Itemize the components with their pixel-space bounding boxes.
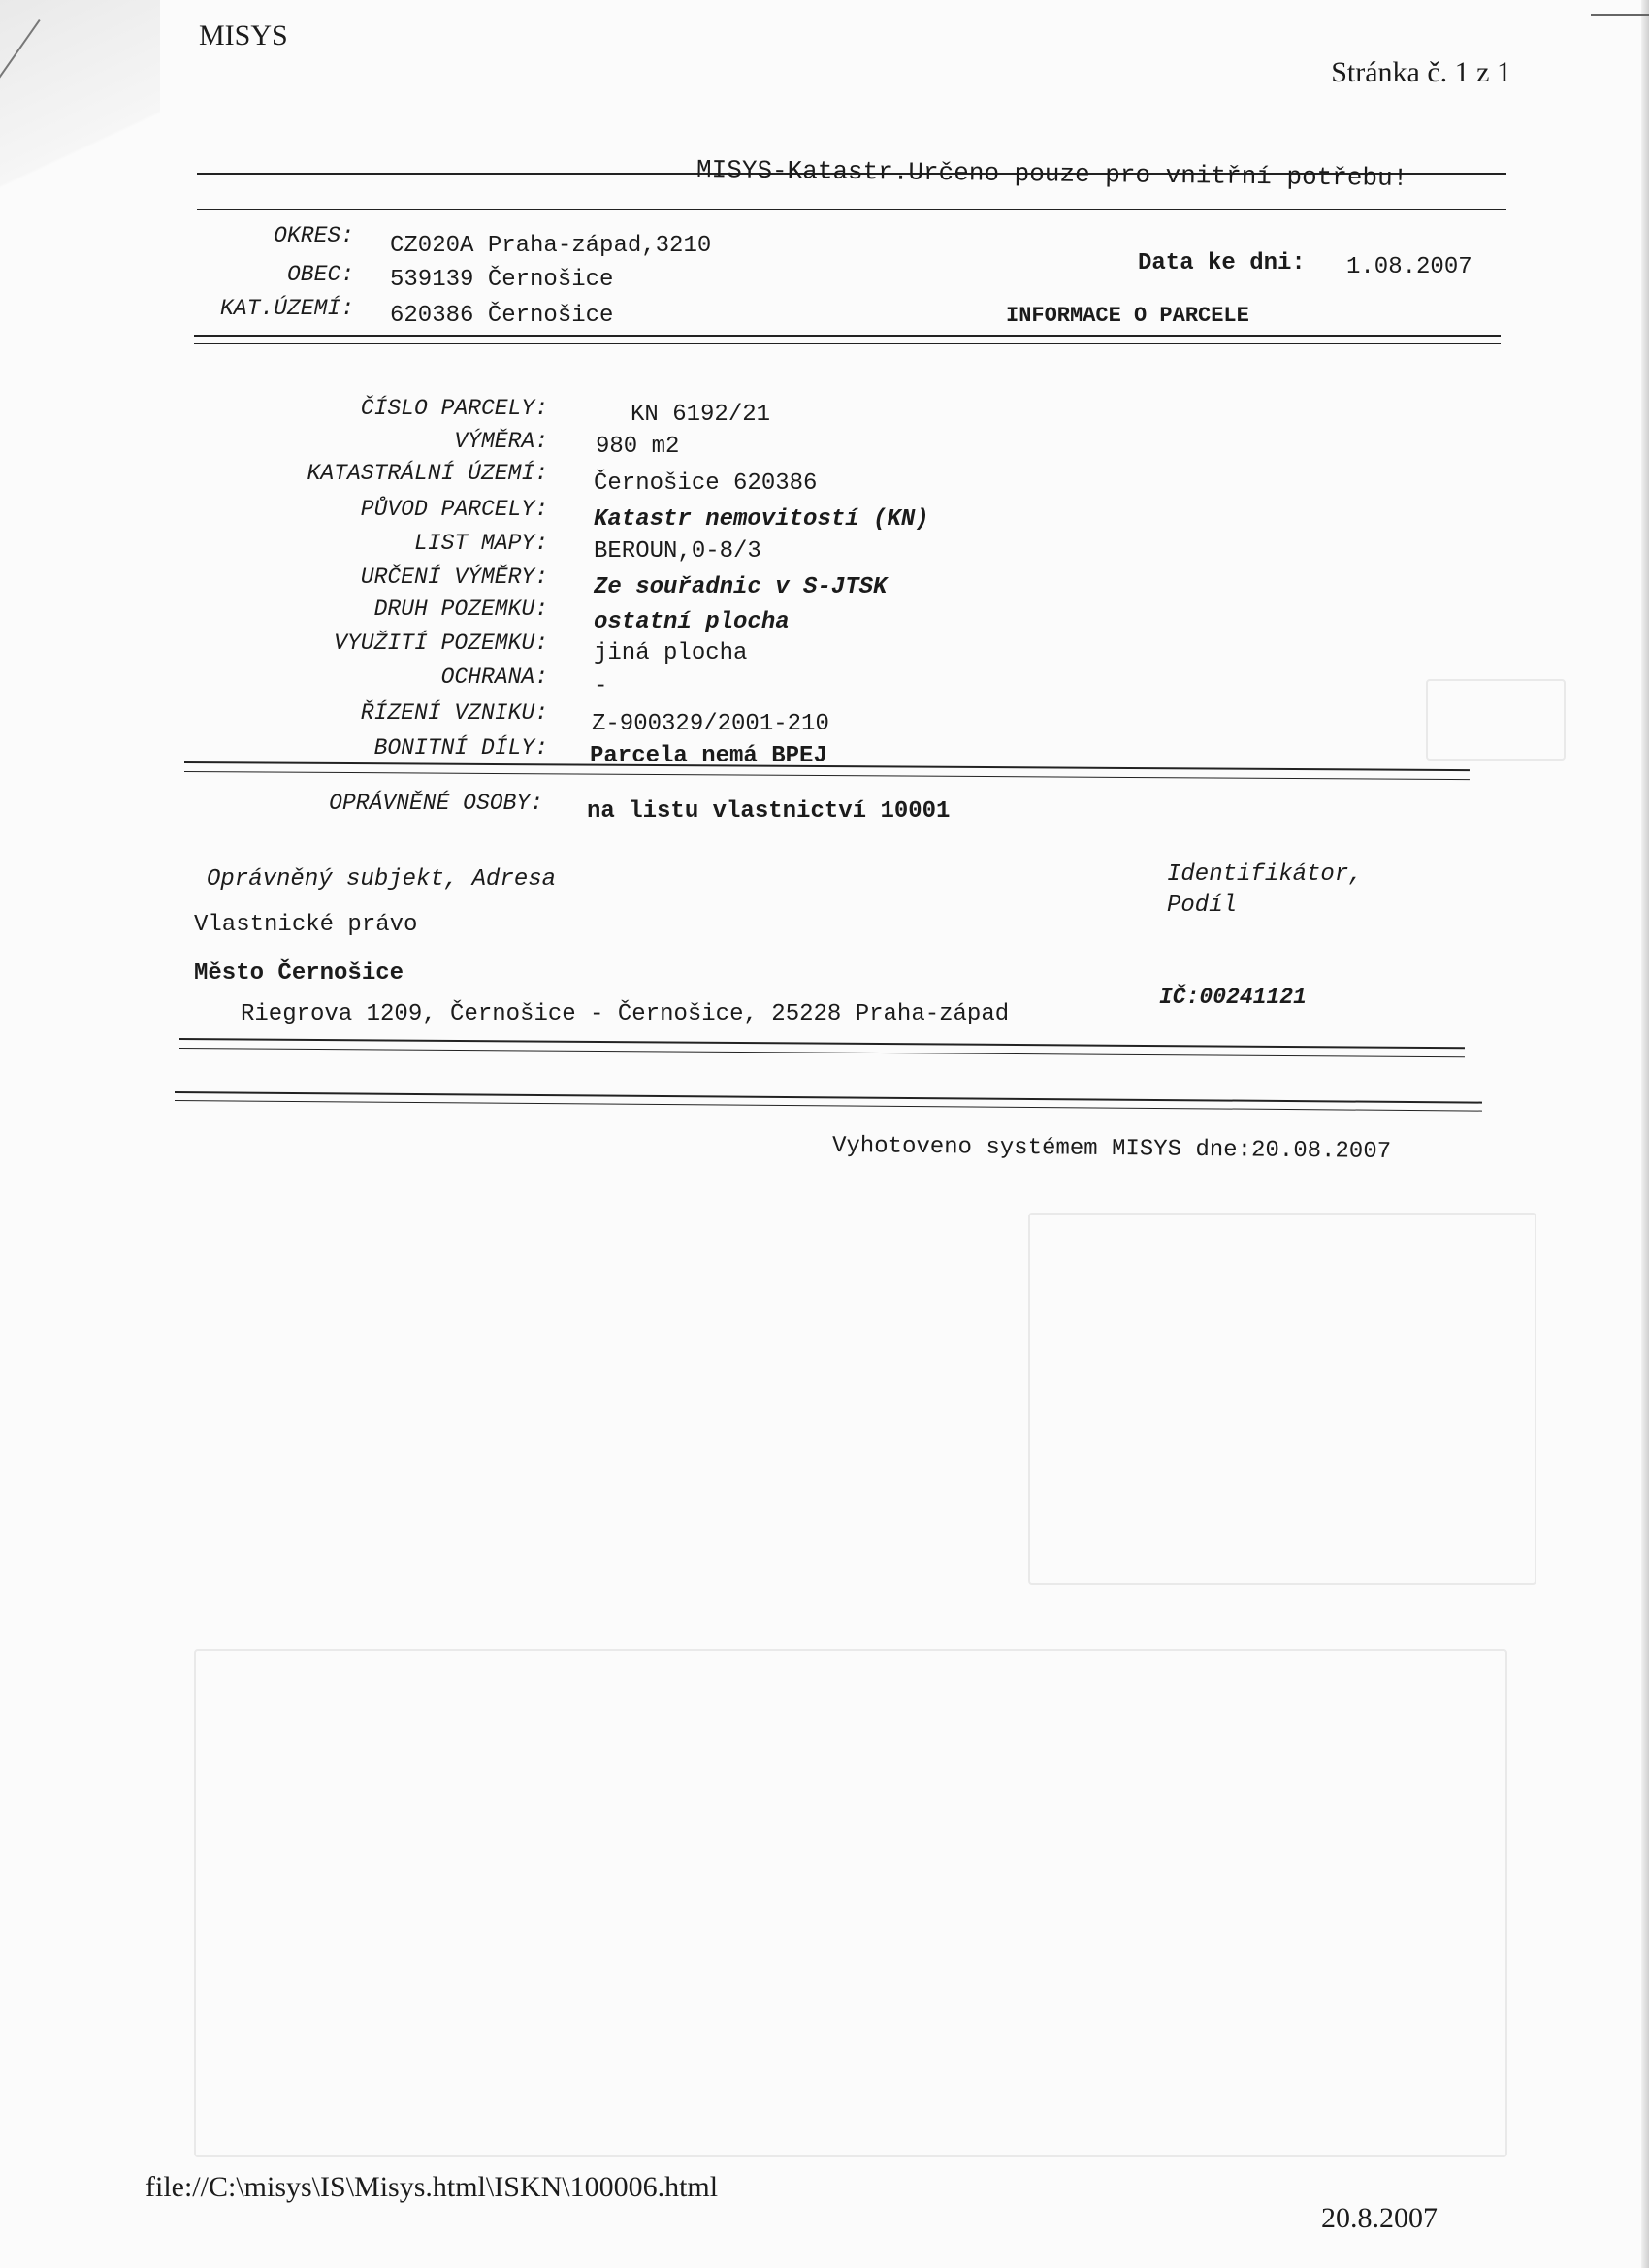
land-use-label: VYUŽITÍ POZEMKU: (334, 631, 548, 656)
bleed-through-mark (1028, 1213, 1536, 1585)
owner-address: Riegrova 1209, Černošice - Černošice, 25228 Praha-západ (241, 1001, 1010, 1027)
right-type: Vlastnické právo (194, 912, 418, 938)
print-date: 20.8.2007 (1321, 2202, 1438, 2234)
kat-uzemi-value: 620386 Černošice (390, 303, 614, 329)
area-determination-value: Ze souřadnic v S-JTSK (594, 574, 888, 600)
land-type-value: ostatní plocha (594, 609, 790, 635)
page-edge-top (1591, 0, 1649, 16)
origin-proceeding-value: Z-900329/2001-210 (592, 711, 829, 737)
app-name: MISYS (199, 19, 288, 51)
section-rule-top (194, 335, 1501, 337)
protection-value: - (594, 673, 608, 699)
page-edge-shadow (1641, 0, 1649, 2268)
origin-value: Katastr nemovitostí (KN) (594, 506, 929, 533)
bleed-through-mark (1426, 679, 1566, 761)
cadastral-area-label: KATASTRÁLNÍ ÚZEMÍ: (307, 461, 548, 486)
soil-units-value: Parcela nemá BPEJ (590, 743, 827, 769)
page-indicator: Stránka č. 1 z 1 (1331, 56, 1511, 88)
owners-label: OPRÁVNĚNÉ OSOBY: (329, 791, 543, 816)
obec-label: OBEC: (286, 262, 354, 287)
owner-name: Město Černošice (194, 960, 404, 987)
owner-identifier: IČ:00241121 (1159, 985, 1307, 1010)
obec-value: 539139 Černošice (390, 267, 614, 293)
okres-label: OKRES: (274, 223, 354, 248)
map-sheet-label: LIST MAPY: (413, 531, 548, 556)
info-title: INFORMACE O PARCELE (1006, 304, 1249, 328)
details-rule-bottom (184, 771, 1470, 780)
cadastral-area-value: Černošice 620386 (594, 470, 818, 497)
file-path: file://C:\misys\IS\Misys.html\ISKN\100006.html (146, 2171, 719, 2203)
kat-uzemi-label: KAT.ÚZEMÍ: (219, 296, 354, 321)
origin-proceeding-label: ŘÍZENÍ VZNIKU: (360, 700, 548, 726)
parcel-number-value: KN 6192/21 (630, 402, 771, 428)
owners-rule-bottom (179, 1048, 1465, 1057)
subject-column-header: Oprávněný subjekt, Adresa (207, 866, 557, 892)
banner-rule (197, 209, 1506, 210)
generated-by: Vyhotoveno systémem MISYS dne:20.08.2007 (831, 1133, 1392, 1166)
origin-label: PŮVOD PARCELY: (360, 497, 548, 522)
owners-rule-top (179, 1038, 1465, 1049)
area-label: VÝMĚRA: (454, 429, 548, 454)
area-value: 980 m2 (596, 434, 680, 460)
area-determination-label: URČENÍ VÝMĚRY: (360, 565, 548, 590)
parcel-label: ČÍSLO PARCELY: (360, 396, 548, 421)
okres-value: CZ020A Praha-západ,3210 (390, 233, 712, 259)
ownership-sheet-value: na listu vlastnictví 10001 (587, 798, 951, 825)
land-use-value: jiná plocha (594, 640, 748, 666)
section-rule-bottom (194, 343, 1501, 344)
soil-units-label: BONITNÍ DÍLY: (373, 735, 548, 761)
date-label: Data ke dni: (1138, 250, 1306, 276)
protection-label: OCHRANA: (440, 664, 548, 690)
date-value: 1.08.2007 (1346, 254, 1472, 280)
identifier-column-header: Identifikátor, (1167, 861, 1363, 888)
land-type-label: DRUH POZEMKU: (373, 597, 548, 622)
internal-use-banner: MISYS-Katastr.Určeno pouze pro vnitřní potřebu! (695, 155, 1408, 193)
map-sheet-value: BEROUN,0-8/3 (594, 538, 761, 565)
share-column-header: Podíl (1167, 892, 1238, 919)
bleed-through-mark (194, 1649, 1507, 2157)
